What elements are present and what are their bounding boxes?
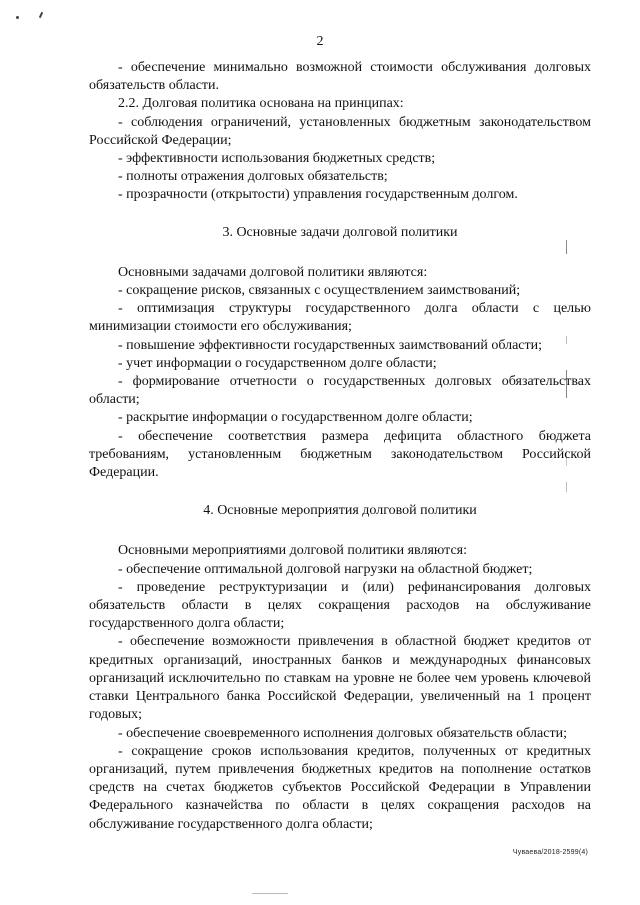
paragraph: - обеспечение минимально возможной стоимости обслуживания долговых обязательств области. bbox=[89, 60, 591, 94]
list-item: - обеспечение соответствия размера дефицита областного бюджета требованиям, установленным бюджетным законодательством Российской Федерации. bbox=[89, 428, 591, 481]
paragraph: - эффективности использования бюджетных средств; bbox=[118, 151, 436, 167]
paragraph: 2.2. Долговая политика основана на принципах: bbox=[118, 96, 404, 112]
list-item: - проведение реструктуризации и (или) рефинансирования долговых обязательств области в целях сокращения расходов на обслуживание государственного долга области; bbox=[89, 579, 591, 632]
paragraph: - прозрачности (открытости) управления государственным долгом. bbox=[118, 187, 518, 203]
list-item: - учет информации о государственном долге области; bbox=[118, 355, 437, 371]
section-heading: 4. Основные мероприятия долговой политики bbox=[203, 503, 477, 519]
list-item: - сокращение сроков использования кредитов, полученных от кредитных организаций, путем привлечения бюджетных кредитов на пополнение остатков средств на счетах бюджетов субъектов Российской Федерации в Управлении Федерального казначейства по области в целях сокращения расходов на обслуживание государственного долга области; bbox=[89, 743, 591, 832]
page-number: 2 bbox=[316, 34, 324, 49]
list-item: - сокращение рисков, связанных с осуществлением заимствований; bbox=[118, 283, 521, 299]
section-heading: 3. Основные задачи долговой политики bbox=[222, 224, 458, 240]
list-item: - обеспечение возможности привлечения в областной бюджет кредитов от кредитных организаций, иностранных банков и международных финансовых организаций исключительно по ставкам на уровне не более чем уровень ключевой ставки Центрального банка Российской Федерации, увеличенный на 1 процент годовых; bbox=[89, 634, 591, 723]
list-item: - раскрытие информации о государственном долге области; bbox=[118, 410, 473, 426]
document-footer-code: Чуваева/2018-2599(4) bbox=[512, 849, 588, 856]
section-intro: Основными мероприятиями долговой политики являются: bbox=[118, 543, 467, 559]
list-item: - повышение эффективности государственных заимствований области; bbox=[118, 337, 543, 353]
list-item: - обеспечение своевременного исполнения долговых обязательств области; bbox=[118, 725, 567, 741]
list-item: - обеспечение оптимальной долговой нагрузки на областной бюджет; bbox=[118, 561, 533, 577]
list-item: - оптимизация структуры государственного долга области с целью минимизации стоимости его обслуживания; bbox=[89, 301, 591, 335]
section-intro: Основными задачами долговой политики являются: bbox=[118, 264, 428, 280]
scan-line bbox=[252, 893, 288, 894]
paragraph: - соблюдения ограничений, установленных бюджетным законодательством Российской Федерации; bbox=[89, 114, 591, 148]
document-body bbox=[89, 59, 591, 834]
scan-mark bbox=[16, 16, 19, 19]
scan-mark bbox=[39, 12, 43, 18]
list-item: - формирование отчетности о государственных долговых обязательствах области; bbox=[89, 374, 591, 408]
paragraph: - полноты отражения долговых обязательств; bbox=[118, 169, 388, 185]
